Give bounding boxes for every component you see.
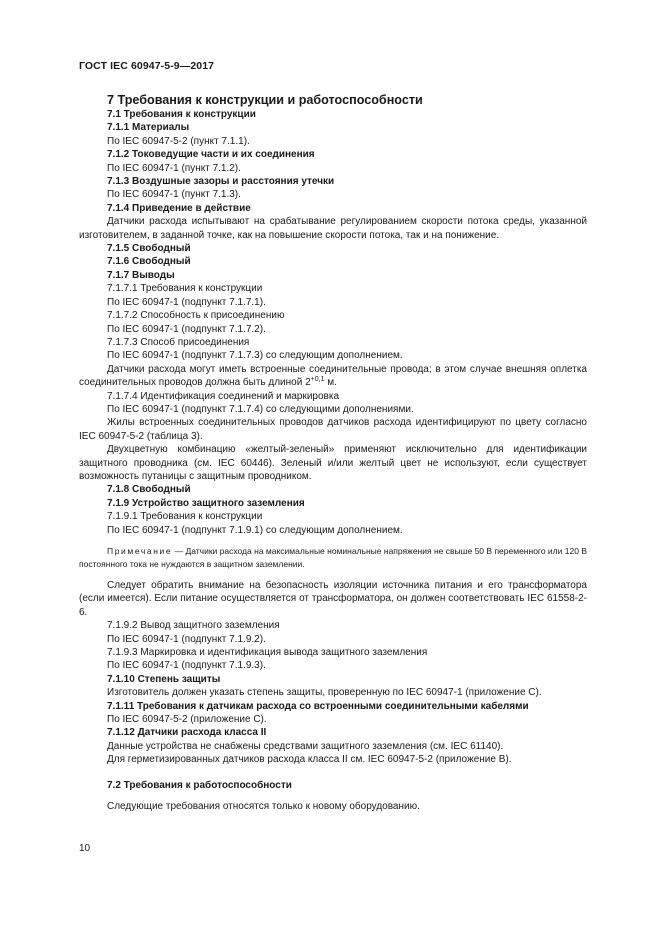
item-title-7-1-7-3: 7.1.7.3 Способ присоединения <box>107 336 250 348</box>
subsection-text-7-2: Следующие требования относятся только к новому оборудованию. <box>107 801 420 813</box>
item-paragraph-7-1-7-4-a: Жилы встроенных соединительных проводов датчиков расхода идентифицируют по цвету согласно IEC 60947-5-2 (таблица 3). <box>79 417 587 442</box>
subsection-title-7-1: 7.1 Требования к конструкции <box>107 109 256 120</box>
clause-text-7-1-1: По IEC 60947-5-2 (пункт 7.1.1). <box>107 135 250 147</box>
clause-text-7-1-11: По IEC 60947-5-2 (приложение С). <box>107 714 267 726</box>
clause-title-7-1-11: 7.1.11 Требования к датчикам расхода со встроенными соединительными кабелями <box>107 700 529 712</box>
item-title-7-1-7-1: 7.1.7.1 Требования к конструкции <box>107 283 263 295</box>
subsection-title-7-2: 7.2 Требования к работоспособности <box>107 779 292 791</box>
clause-text-7-1-12-a: Данные устройства не снабжены средствами защитного заземления (см. IEC 61140). <box>107 740 504 752</box>
item-paragraph-7-1-7-4-b: Двухцветную комбинацию «желтый-зеленый» применяют исключительно для идентификации защитного проводника (см. IEC 60446). Зеленый и/или желтый цвет не используют, если существует возможность путаницы с защитным проводником. <box>79 444 587 482</box>
section-title: 7 Требования к конструкции и работоспособности <box>107 93 423 107</box>
clause-title-7-1-7: 7.1.7 Выводы <box>107 269 175 281</box>
item-text-7-1-7-2: По IEC 60947-1 (подпункт 7.1.7.2). <box>107 323 266 335</box>
item-paragraph-7-1-9-1: Следует обратить внимание на безопасность изоляции источника питания и его трансформатора (если имеется). Если питание осуществляется от трансформатора, он должен соответствовать IEC 61558-2-6. <box>79 580 587 618</box>
clause-title-7-1-3: 7.1.3 Воздушные зазоры и расстояния утечки <box>107 176 335 188</box>
note-text: — Датчики расхода на максимальные номинальные напряжения не свыше 50 В переменного или 120 В постоянного тока не нуждаются в защитном заземлении. <box>79 546 587 569</box>
item-text-7-1-7-4: По IEC 60947-1 (подпункт 7.1.7.4) со следующими дополнениями. <box>107 403 414 415</box>
item-text-7-1-7-1: По IEC 60947-1 (подпункт 7.1.7.1). <box>107 296 266 308</box>
clause-title-7-1-2: 7.1.2 Токоведущие части и их соединения <box>107 149 315 161</box>
paragraph-text-end: м. <box>324 377 337 389</box>
document-body <box>79 92 587 814</box>
page-number: 10 <box>79 843 91 854</box>
clause-text-7-1-2: По IEC 60947-1 (пункт 7.1.2). <box>107 162 241 174</box>
paragraph-text: Датчики расхода могут иметь встроенные соединительные провода; в этом случае внешняя оплетка соединительных проводов должна быть длиной 2 <box>79 363 587 389</box>
clause-title-7-1-5: 7.1.5 Свободный <box>107 243 191 255</box>
clause-title-7-1-1: 7.1.1 Материалы <box>107 122 190 134</box>
clause-title-7-1-10: 7.1.10 Степень защиты <box>107 673 221 685</box>
item-title-7-1-9-3: 7.1.9.3 Маркировка и идентификация вывода защитного заземления <box>107 647 428 659</box>
clause-text-7-1-3: По IEC 60947-1 (пункт 7.1.3). <box>107 189 241 201</box>
clause-title-7-1-4: 7.1.4 Приведение в действие <box>107 202 251 214</box>
clause-title-7-1-12: 7.1.12 Датчики расхода класса II <box>107 727 267 739</box>
clause-text-7-1-4: Датчики расхода испытывают на срабатывание регулированием скорости потока среды, указанной изготовителем, в заданной точке, как на повышение скорости потока, так и на понижение. <box>79 216 587 241</box>
note <box>79 545 587 571</box>
note-label: Примечание <box>107 546 173 556</box>
document-header: ГОСТ IEC 60947-5-9—2017 <box>79 60 215 72</box>
item-title-7-1-9-1: 7.1.9.1 Требования к конструкции <box>107 511 263 523</box>
item-text-7-1-9-2: По IEC 60947-1 (подпункт 7.1.9.2). <box>107 633 266 645</box>
clause-text-7-1-12-b: Для герметизированных датчиков расхода класса II см. IEC 60947-5-2 (приложение В). <box>107 754 512 766</box>
item-title-7-1-7-2: 7.1.7.2 Способность к присоединению <box>107 310 285 322</box>
item-text-7-1-7-3: По IEC 60947-1 (подпункт 7.1.7.3) со следующим дополнением. <box>107 350 403 362</box>
clause-text-7-1-10: Изготовитель должен указать степень защиты, проверенную по IEC 60947-1 (приложение С). <box>107 687 542 699</box>
item-text-7-1-9-1: По IEC 60947-1 (подпункт 7.1.9.1) со следующим дополнением. <box>107 524 403 536</box>
item-title-7-1-9-2: 7.1.9.2 Вывод защитного заземления <box>107 620 280 632</box>
item-text-7-1-9-3: По IEC 60947-1 (подпункт 7.1.9.3). <box>107 660 266 672</box>
item-paragraph-7-1-7-3 <box>79 363 587 390</box>
clause-title-7-1-6: 7.1.6 Свободный <box>107 256 191 268</box>
clause-title-7-1-9: 7.1.9 Устройство защитного заземления <box>107 497 305 509</box>
item-title-7-1-7-4: 7.1.7.4 Идентификация соединений и маркировка <box>107 390 340 402</box>
clause-title-7-1-8: 7.1.8 Свободный <box>107 484 191 496</box>
length-tolerance: +0,1 <box>310 376 325 384</box>
